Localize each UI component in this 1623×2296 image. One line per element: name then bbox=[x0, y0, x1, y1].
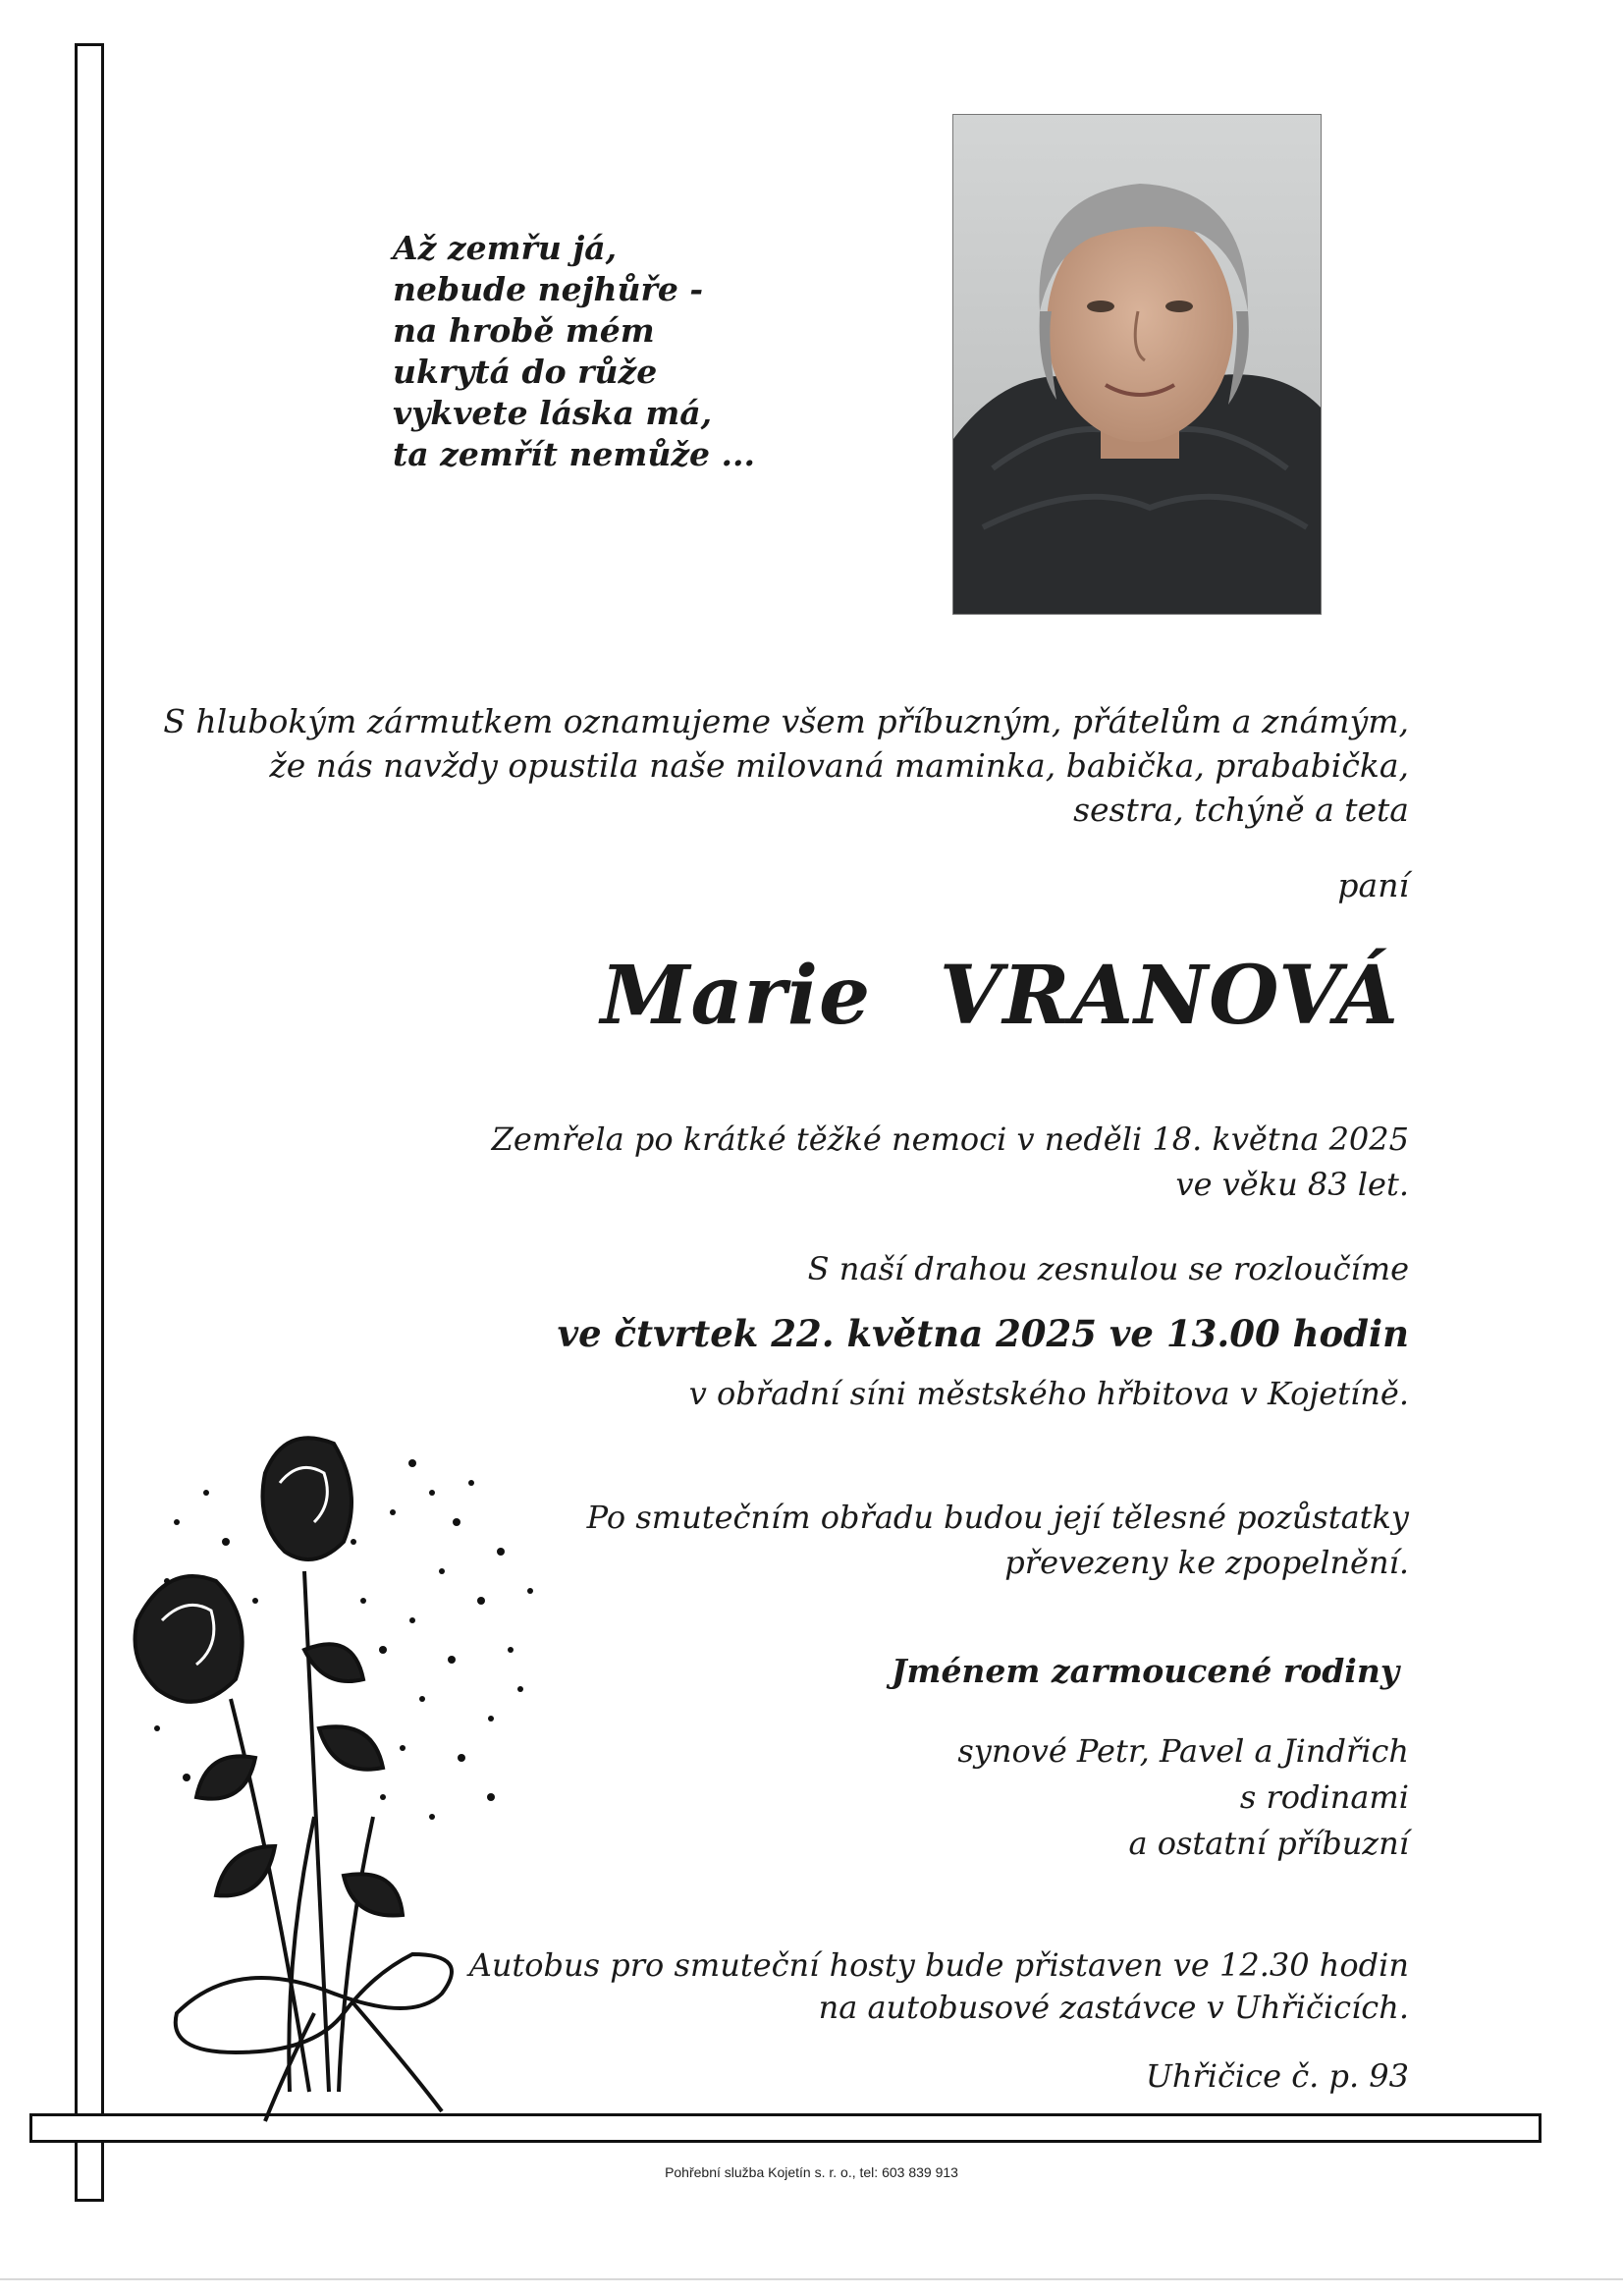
after-line: převezeny ke zpopelnění. bbox=[1004, 1544, 1409, 1581]
funeral-place: v obřadní síni městského hřbitova v Kojetíně. bbox=[688, 1375, 1409, 1412]
rose-bouquet-icon bbox=[118, 1404, 569, 2131]
deceased-name bbox=[601, 949, 1399, 1043]
cross-vertical-bar bbox=[75, 43, 104, 2202]
family-line: s rodinami bbox=[1239, 1778, 1409, 1816]
intro-line: sestra, tchýně a teta bbox=[1073, 791, 1409, 829]
family-heading: Jménem zarmoucené rodiny bbox=[891, 1652, 1399, 1690]
announcement-intro bbox=[163, 699, 1409, 832]
family-line: a ostatní příbuzní bbox=[1128, 1825, 1409, 1862]
intro-line: že nás navždy opustila naše milovaná maminka, babička, prababička, bbox=[269, 746, 1409, 785]
poem-line: na hrobě mém bbox=[393, 311, 655, 350]
poem-line: nebude nejhůře - bbox=[393, 270, 704, 308]
after-line: Po smutečním obřadu budou její tělesné pozůstatky bbox=[586, 1499, 1409, 1536]
poem-line: vykvete láska má, bbox=[393, 394, 713, 432]
cross-intersection bbox=[78, 2116, 101, 2140]
title-pani: paní bbox=[1337, 866, 1409, 904]
bus-line: Autobus pro smuteční hosty bude přistaven ve 12.30 hodin bbox=[468, 1946, 1409, 1984]
family-members bbox=[957, 1728, 1409, 1867]
intro-line: S hlubokým zármutkem oznamujeme všem příbuzným, přátelům a známým, bbox=[163, 702, 1409, 740]
last-name: VRANOVÁ bbox=[939, 949, 1399, 1043]
farewell-text: S naší drahou zesnulou se rozloučíme bbox=[807, 1250, 1409, 1287]
bus-info bbox=[469, 1944, 1409, 2029]
poem bbox=[393, 228, 755, 475]
address: Uhřičice č. p. 93 bbox=[1145, 2057, 1409, 2095]
portrait-illustration bbox=[953, 115, 1322, 615]
scan-edge bbox=[0, 2278, 1623, 2280]
family-line: synové Petr, Pavel a Jindřich bbox=[957, 1732, 1409, 1770]
first-name: Marie bbox=[600, 949, 872, 1043]
funeral-service-footer: Pohřební služba Kojetín s. r. o., tel: 603 839 913 bbox=[665, 2164, 958, 2180]
funeral-date-time: ve čtvrtek 22. května 2025 ve 13.00 hodin bbox=[557, 1312, 1409, 1355]
rose-bouquet-drawing bbox=[118, 1404, 569, 2131]
age-line: ve věku 83 let. bbox=[1175, 1166, 1409, 1203]
after-ceremony bbox=[587, 1495, 1409, 1585]
poem-line: ukrytá do růže bbox=[393, 353, 658, 391]
bus-line: na autobusové zastávce v Uhřičicích. bbox=[818, 1989, 1409, 2026]
poem-line: ta zemřít nemůže ... bbox=[393, 435, 756, 473]
poem-line: Až zemřu já, bbox=[393, 229, 618, 267]
death-line: Zemřela po krátké těžké nemoci v neděli 18. května 2025 bbox=[491, 1121, 1409, 1158]
death-info bbox=[492, 1117, 1409, 1207]
portrait-photo bbox=[952, 114, 1322, 615]
